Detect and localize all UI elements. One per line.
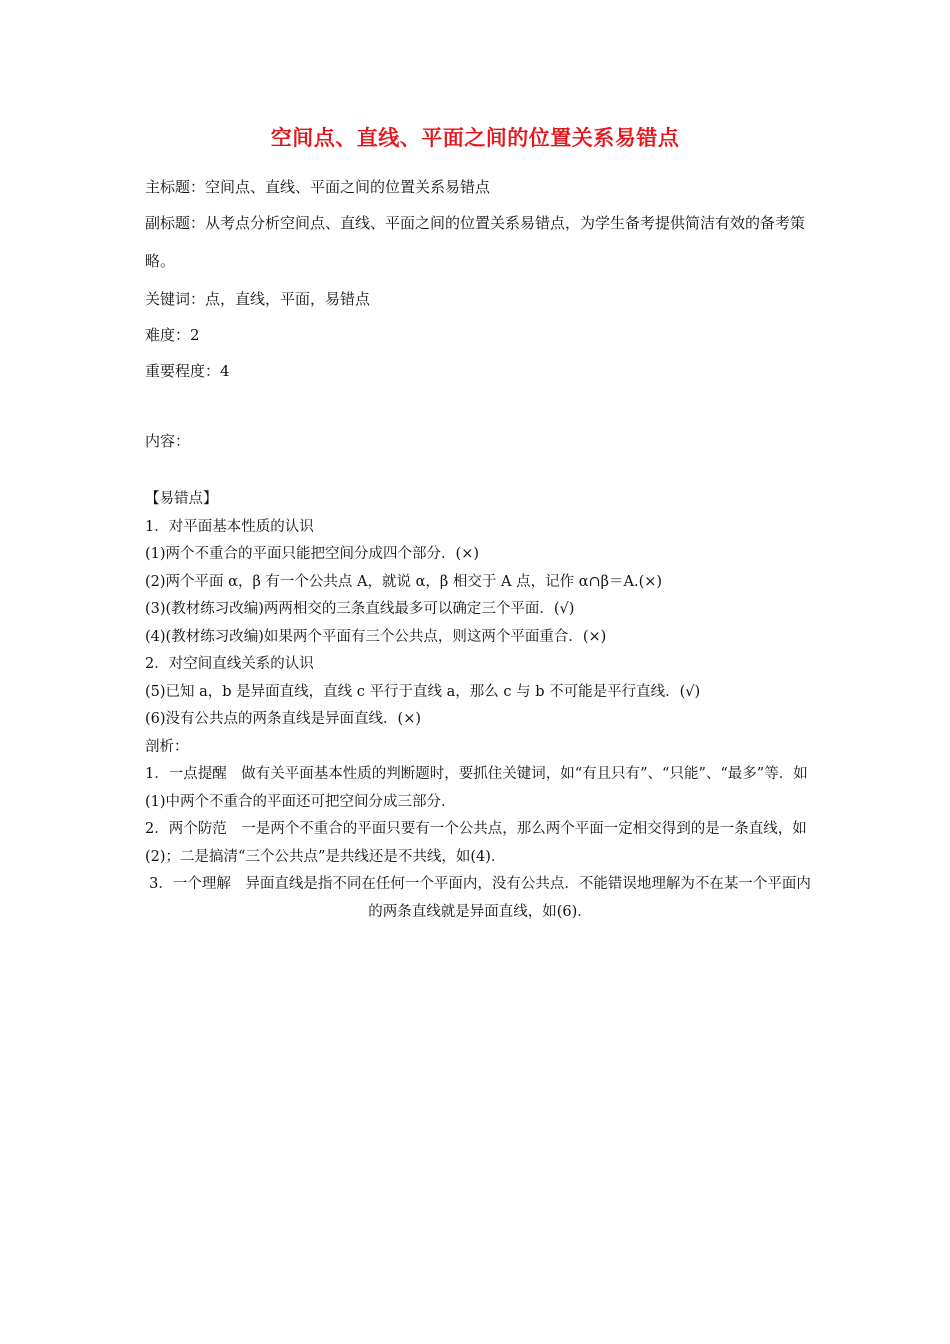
list-item: (4)(教材练习改编)如果两个平面有三个公共点，则这两个平面重合．(×) (145, 628, 607, 645)
analysis-paragraph: 1．一点提醒 做有关平面基本性质的判断题时，要抓住关键词，如“有且只有”、“只能”、“最多”等．如(1)中两个不重合的平面还可把空间分成三部分． (145, 766, 808, 810)
section-heading-2: 2．对空间直线关系的认识 (145, 656, 314, 672)
document-title: 空间点、直线、平面之间的位置关系易错点 (270, 126, 680, 150)
list-item: (6)没有公共点的两条直线是异面直线．(×) (145, 711, 422, 727)
importance-line: 重要程度：4 (145, 362, 230, 380)
list-item: (3)(教材练习改编)两两相交的三条直线最多可以确定三个平面．(√) (145, 601, 575, 617)
analysis-paragraph: 2．两个防范 一是两个不重合的平面只要有一个公共点，那么两个平面一定相交得到的是一条直线，如(2)；二是搞清“三个公共点”是共线还是不共线，如(4)． (145, 821, 807, 865)
list-item: (2)两个平面 α，β 有一个公共点 A，就说 α，β 相交于 A 点，记作 α∩β＝A.(×) (145, 573, 663, 590)
content-body (145, 486, 815, 926)
list-item: (5)已知 a，b 是异面直线，直线 c 平行于直线 a，那么 c 与 b 不可能是平行直线．(√) (145, 683, 701, 700)
main-title-line: 主标题：空间点、直线、平面之间的位置关系易错点 (145, 178, 491, 196)
list-item: (1)两个不重合的平面只能把空间分成四个部分．(×) (145, 546, 480, 562)
content-label: 内容： (145, 432, 191, 450)
difficulty-line: 难度：2 (145, 326, 200, 344)
subtitle-line: 副标题：从考点分析空间点、直线、平面之间的位置关系易错点，为学生备考提供简洁有效的备考策略。 (145, 214, 806, 270)
section-heading-1: 1．对平面基本性质的认识 (145, 518, 314, 535)
analysis-paragraph: 3．一个理解 异面直线是指不同在任何一个平面内，没有公共点．不能错误地理解为不在某一个平面内的两条直线就是异面直线，如(6)． (149, 876, 811, 920)
analysis-label: 剖析： (145, 738, 189, 755)
error-points-heading: 【易错点】 (145, 491, 218, 507)
keywords-line: 关键词：点，直线，平面，易错点 (145, 290, 371, 308)
